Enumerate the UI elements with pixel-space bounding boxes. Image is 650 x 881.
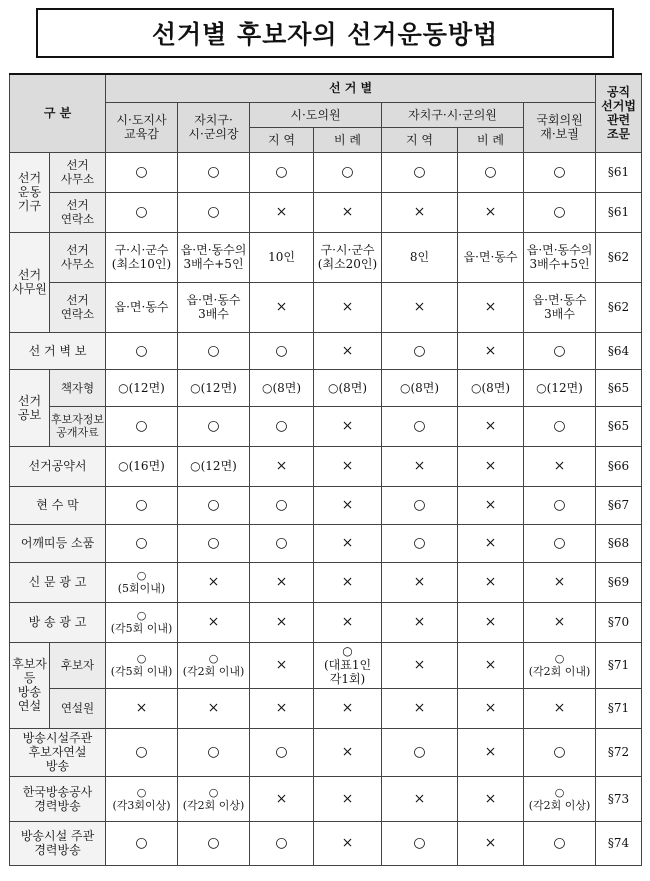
row-label: 신 문 광 고 [10,562,106,602]
table-cell: ○ [106,728,178,776]
table-cell: × [314,821,382,865]
table-cell: × [314,406,382,446]
table-cell: ○ [382,152,458,192]
table-cell: × [382,446,458,486]
table-cell: × [314,602,382,642]
table-cell: × [458,524,524,562]
table-cell: ○ (각2회 이내) [178,642,250,688]
category-broadcast-speech: 후보자 등 방송 연설 [10,642,50,728]
law-ref: §67 [596,486,642,524]
law-ref: §62 [596,282,642,332]
law-ref: §69 [596,562,642,602]
table-cell: ○ [382,486,458,524]
row-label: 후보자정보 공개자료 [50,406,106,446]
law-ref: §73 [596,776,642,821]
table-cell: × [250,192,314,232]
header-provincial-council: 시·도의원 [250,102,382,127]
table-cell: ○ [250,728,314,776]
table-cell: ○ [106,152,178,192]
table-cell: ○ [524,486,596,524]
table-cell: ○ [106,406,178,446]
table-cell: × [178,562,250,602]
row-label: 연설원 [50,688,106,728]
row-label: 선거 연락소 [50,282,106,332]
header-proportional: 비 례 [458,127,524,152]
table-cell: × [524,602,596,642]
table-cell: × [314,192,382,232]
row-label: 방송시설주관 후보자연설 방송 [10,728,106,776]
table-cell: 읍·면·동수의 3배수+5인 [178,232,250,282]
campaign-methods-table [9,73,642,866]
law-ref: §62 [596,232,642,282]
table-cell: × [458,821,524,865]
header-mayor: 자치구· 시·군의장 [178,102,250,152]
table-cell: ○ [106,524,178,562]
row-label: 현 수 막 [10,486,106,524]
header-national-assembly: 국회의원 재·보궐 [524,102,596,152]
row-label: 한국방송공사 경력방송 [10,776,106,821]
row-label: 선거 사무소 [50,152,106,192]
law-ref: §71 [596,688,642,728]
row-label: 선거 사무소 [50,232,106,282]
table-cell: × [314,688,382,728]
table-cell: × [382,776,458,821]
table-cell: × [314,332,382,369]
table-cell: ○ [106,332,178,369]
table-cell: 8인 [382,232,458,282]
table-cell: ○ (각5회 이내) [106,642,178,688]
row-label: 선거 연락소 [50,192,106,232]
table-cell: × [178,688,250,728]
table-cell: × [458,602,524,642]
table-cell: × [382,192,458,232]
table-cell: ○ [250,524,314,562]
table-cell: ○ [178,486,250,524]
table-cell: ○ [106,192,178,232]
table-cell: × [382,282,458,332]
table-cell: ○ [178,406,250,446]
table-cell: × [524,562,596,602]
table-cell: ○ [250,486,314,524]
row-label: 어깨띠등 소품 [10,524,106,562]
table-cell: ○ [524,332,596,369]
table-cell: × [458,192,524,232]
table-cell: × [250,602,314,642]
table-cell: ○ (각5회 이내) [106,602,178,642]
table-cell: ○(16면) [106,446,178,486]
table-cell: × [458,332,524,369]
table-cell: × [106,688,178,728]
row-label: 방송시설 주관 경력방송 [10,821,106,865]
table-cell: ○(12면) [106,369,178,406]
table-cell: × [458,642,524,688]
table-cell: × [458,282,524,332]
table-cell: × [250,642,314,688]
table-cell: × [250,776,314,821]
table-cell: ○(8면) [250,369,314,406]
row-label: 선거공약서 [10,446,106,486]
law-ref: §64 [596,332,642,369]
law-ref: §70 [596,602,642,642]
table-cell: ○ [178,728,250,776]
table-cell: × [314,728,382,776]
table-cell: × [458,562,524,602]
page-title: 선거별 후보자의 선거운동방법 [151,20,499,49]
table-cell: ○ [382,332,458,369]
table-cell: ○ [524,192,596,232]
table-cell: × [382,688,458,728]
law-ref: §66 [596,446,642,486]
table-cell: ○ [106,821,178,865]
table-cell: ○(12면) [178,446,250,486]
law-ref: §72 [596,728,642,776]
table-cell: × [314,776,382,821]
table-cell: ○ [382,821,458,865]
category-office-staff: 선거 사무원 [10,232,50,332]
law-ref: §74 [596,821,642,865]
table-cell: ○(12면) [178,369,250,406]
table-cell: × [250,562,314,602]
header-region: 지 역 [250,127,314,152]
table-cell: ○ [178,152,250,192]
table-cell: 10인 [250,232,314,282]
table-cell: 구·시·군수 (최소20인) [314,232,382,282]
table-cell: ○ [178,192,250,232]
table-cell: × [458,406,524,446]
table-cell: × [458,688,524,728]
table-cell: ○ [382,524,458,562]
table-cell: × [458,486,524,524]
table-cell: × [458,446,524,486]
law-ref: §65 [596,369,642,406]
title-box [36,8,614,58]
table-cell: ○ [250,332,314,369]
law-ref: §61 [596,152,642,192]
header-region: 지 역 [382,127,458,152]
table-cell: ○ [314,152,382,192]
table-cell: ○ [458,152,524,192]
table-cell: × [382,642,458,688]
table-cell: 읍·면·동수 [458,232,524,282]
table-cell: × [250,282,314,332]
table-cell: 읍·면·동수 3배수 [524,282,596,332]
table-cell: × [382,602,458,642]
law-ref: §65 [596,406,642,446]
table-cell: ○ (각2회 이상) [178,776,250,821]
table-cell: × [314,524,382,562]
row-label: 방 송 광 고 [10,602,106,642]
table-cell: ○ [178,524,250,562]
table-cell: ○ [524,524,596,562]
row-label: 책자형 [50,369,106,406]
table-cell: ○ (각2회 이내) [524,642,596,688]
table-cell: 읍·면·동수 [106,282,178,332]
law-ref: §61 [596,192,642,232]
table-cell: ○ [250,406,314,446]
table-cell: ○ [106,486,178,524]
table-cell: ○ (각2회 이상) [524,776,596,821]
table-cell: ○ [524,152,596,192]
table-cell: × [458,776,524,821]
table-cell: ○ (대표1인 각1회) [314,642,382,688]
table-cell: × [458,728,524,776]
table-cell: ○(12면) [524,369,596,406]
table-cell: × [314,282,382,332]
header-gubun: 구 분 [10,74,106,152]
table-cell: × [524,446,596,486]
table-cell: × [314,486,382,524]
table-cell: × [178,602,250,642]
law-ref: §68 [596,524,642,562]
row-label: 후보자 [50,642,106,688]
table-cell: ○ [382,406,458,446]
law-ref: §71 [596,642,642,688]
header-law: 공직 선거법 관련 조문 [596,74,642,152]
table-cell: ○ [178,332,250,369]
row-label: 선 거 벽 보 [10,332,106,369]
table-cell: ○(8면) [458,369,524,406]
category-election-promo: 선거 공보 [10,369,50,446]
table-cell: × [382,562,458,602]
table-cell: ○(8면) [382,369,458,406]
table-cell: ○ [524,821,596,865]
table-cell: ○(8면) [314,369,382,406]
header-governor: 시·도지사 교육감 [106,102,178,152]
table-cell: ○ (5회이내) [106,562,178,602]
table-cell: × [250,446,314,486]
table-cell: 읍·면·동수 3배수 [178,282,250,332]
table-cell: ○ [178,821,250,865]
table-cell: × [314,562,382,602]
header-local-council: 자치구·시·군의원 [382,102,524,127]
category-campaign-org: 선거 운동 기구 [10,152,50,232]
table-cell: 읍·면·동수의 3배수+5인 [524,232,596,282]
table-cell: ○ [250,152,314,192]
header-election-group: 선 거 별 [106,74,596,102]
table-cell: ○ [382,728,458,776]
table-cell: × [250,688,314,728]
table-cell: ○ [250,821,314,865]
header-proportional: 비 례 [314,127,382,152]
table-cell: ○ [524,406,596,446]
table-cell: ○ (각3회이상) [106,776,178,821]
table-cell: × [524,688,596,728]
table-cell: × [314,446,382,486]
table-cell: ○ [524,728,596,776]
table-cell: 구·시·군수 (최소10인) [106,232,178,282]
